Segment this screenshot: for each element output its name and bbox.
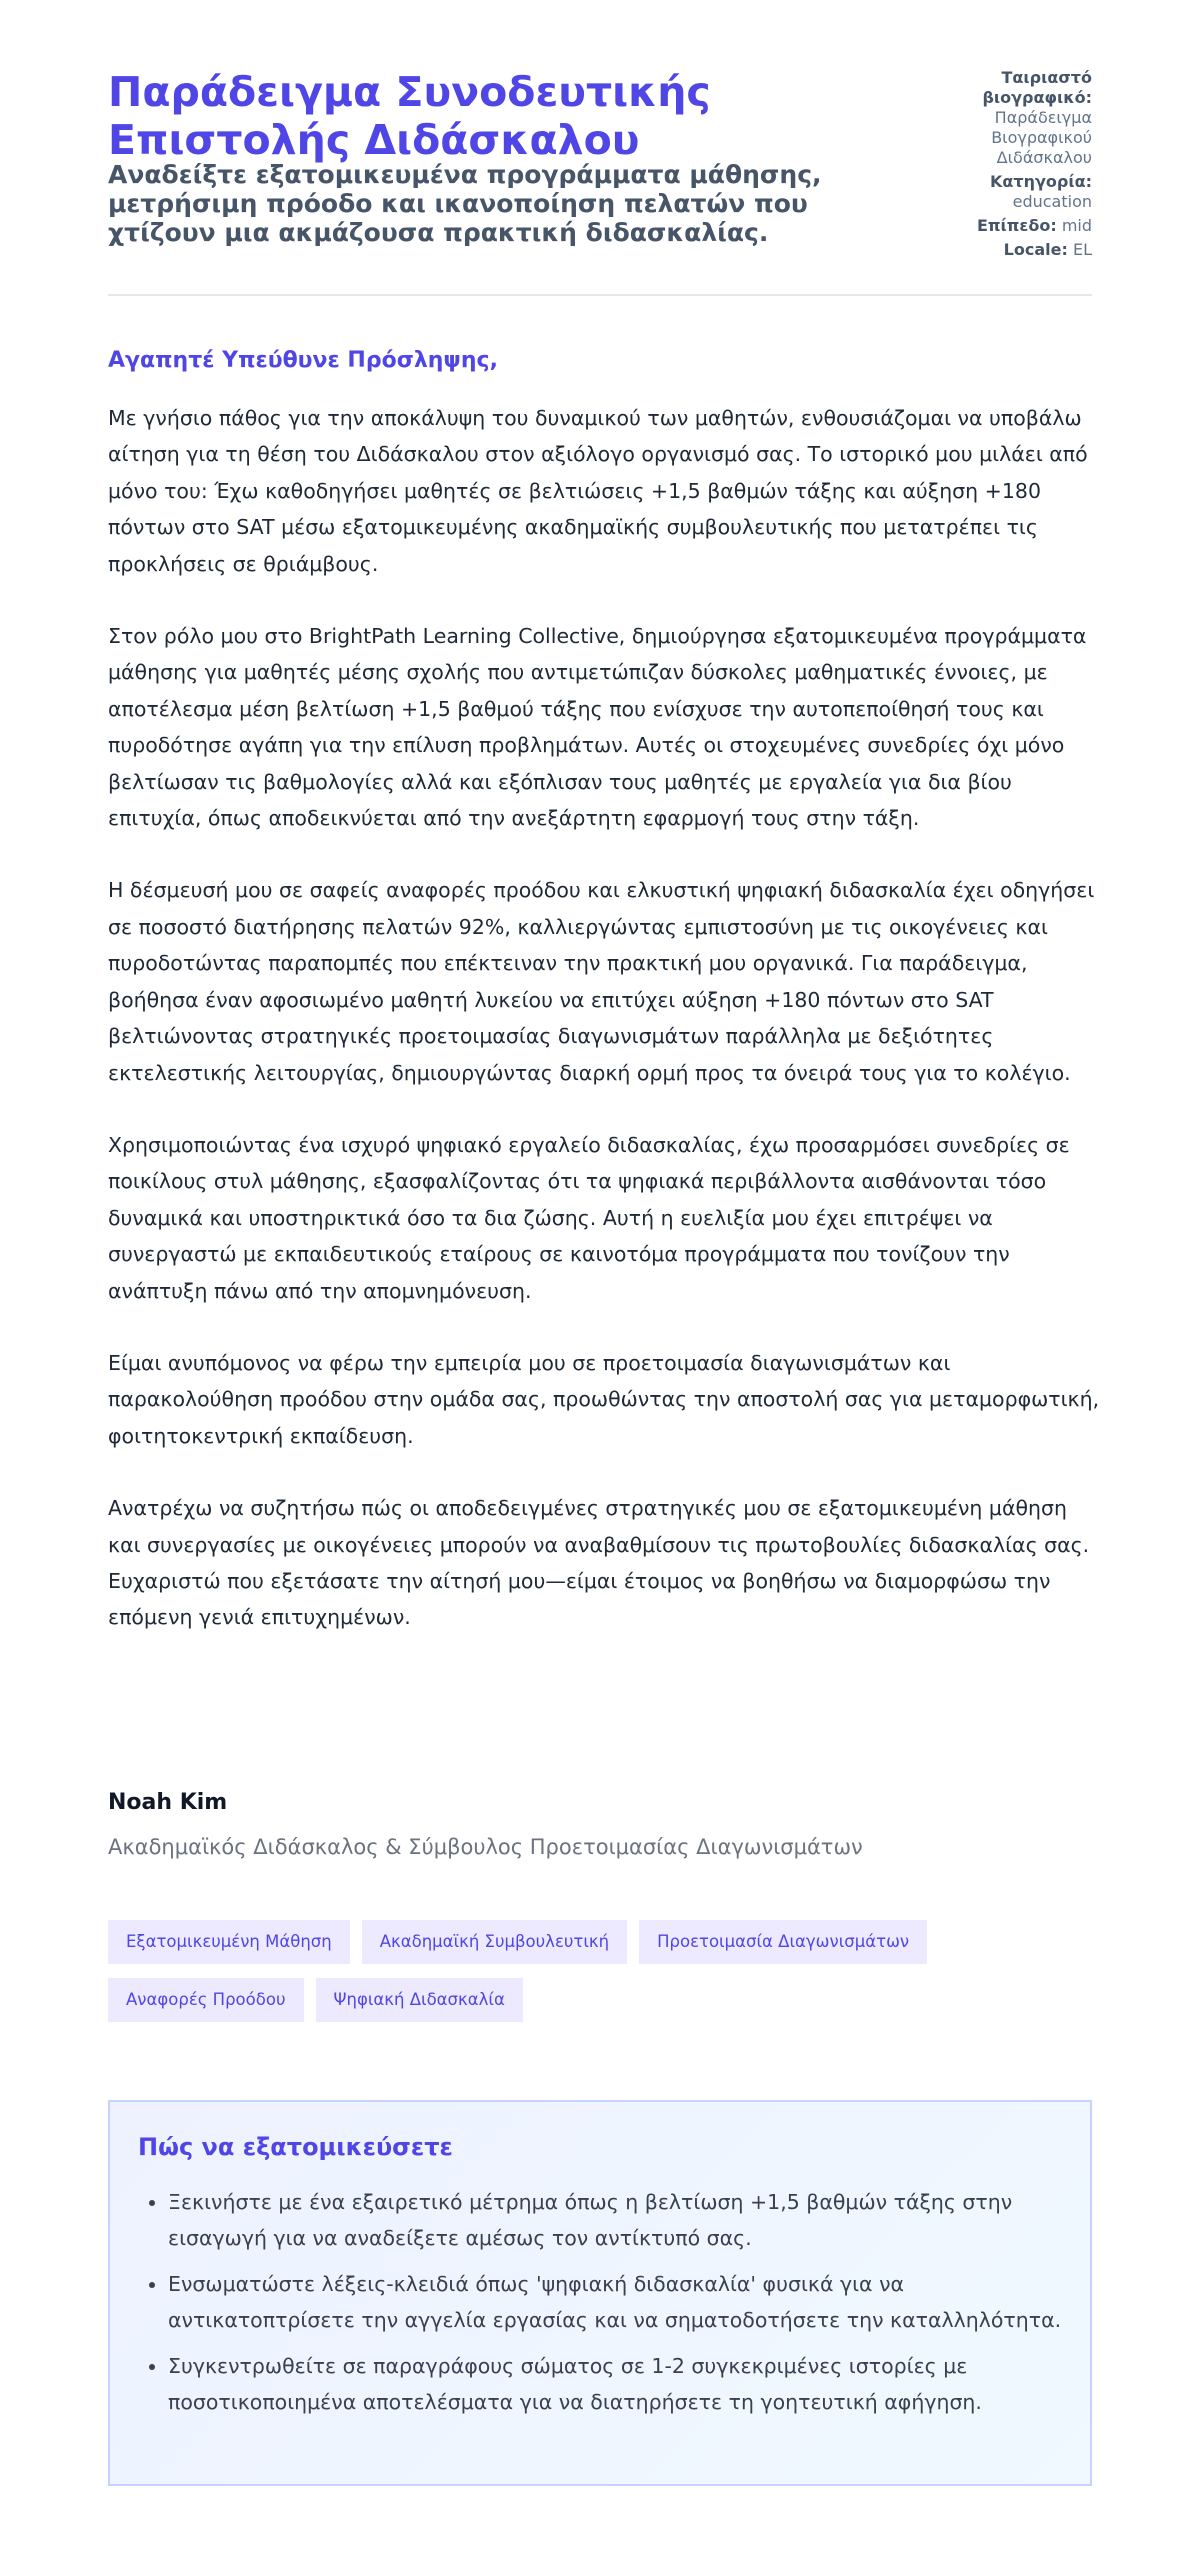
letter-body <box>108 400 1104 1672</box>
skill-tag: Αναφορές Προόδου <box>108 1978 304 2022</box>
meta-label: Επίπεδο: <box>976 216 1057 235</box>
meta-label: Locale: <box>1003 240 1068 259</box>
meta-value: Παράδειγμα Βιογραφικού Διδάσκαλου <box>991 108 1092 167</box>
page-title: Παράδειγμα Συνοδευτικής Επιστολής Διδάσκαλου <box>108 68 711 164</box>
letter-paragraph: Είμαι ανυπόμονος να φέρω την εμπειρία μου σε προετοιμασία διαγωνισμάτων και παρακολούθηση προόδου στην ομάδα σας, προωθώντας την αποστολή σας για μεταμορφωτική, φοιτητοκεντρική εκπαίδευση. <box>108 1350 1100 1448</box>
meta-matching-resume <box>942 68 1092 168</box>
meta-value: EL <box>1072 240 1092 259</box>
skill-tags <box>108 1920 1008 2022</box>
letter-paragraph: Χρησιμοποιώντας ένα ισχυρό ψηφιακό εργαλείο διδασκαλίας, έχω προσαρμόσει συνεδρίες σε ποικίλους στυλ μάθησης, εξασφαλίζοντας ότι τα ψηφιακά περιβάλλοντα αισθάνονται τόσο δυναμικά και υποστηρικτικά όσο τα δια ζώσης. Αυτή η ευελιξία μου έχει επιτρέψει να συνεργαστώ με εκπαιδευτικούς εταίρους σε καινοτόμα προγράμματα που τονίζουν την ανάπτυξη πάνω από την απομνημόνευση. <box>108 1132 1070 1303</box>
tip-item: • Συγκεντρωθείτε σε παραγράφους σώματος σε 1-2 συγκεκριμένες ιστορίες με ποσοτικοποιημένα αποτελέσματα για να διατηρήσετε τη γοητευτική αφήγηση. <box>168 2348 1062 2420</box>
tips-list <box>138 2184 1062 2420</box>
skill-tag: Εξατομικευμένη Μάθηση <box>108 1920 350 1964</box>
skill-tag: Προετοιμασία Διαγωνισμάτων <box>639 1920 927 1964</box>
page-header <box>108 68 1092 296</box>
letter-paragraph: Ανατρέχω να συζητήσω πώς οι αποδεδειγμένες στρατηγικές μου σε εξατομικευμένη μάθηση και συνεργασίες με οικογένειες μπορούν να αναβαθμίσουν τις πρωτοβουλίες διδασκαλίας σας. Ευχαριστώ που εξετάσατε την αίτησή μου—είμαι έτοιμος να βοηθήσω να διαμορφώσω την επόμενη γενιά επιτυχημένων. <box>108 1496 1090 1630</box>
meta-locale <box>942 240 1092 260</box>
tips-title: Πώς να εξατομικεύσετε <box>138 2133 453 2161</box>
letter-paragraph: Με γνήσιο πάθος για την αποκάλυψη του δυναμικού των μαθητών, ενθουσιάζομαι να υποβάλω αίτηση για τη θέση του Διδάσκαλου στον αξιόλογο οργανισμό σας. Το ιστορικό μου μιλάει από μόνο του: Έχω καθοδηγήσει μαθητές σε βελτιώσεις +1,5 βαθμών τάξης και αύξηση +180 πόντων στο SAT μέσω εξατομικευμένης ακαδημαϊκής συμβουλευτικής που μετατρέπει τις προκλήσεις σε θριάμβους. <box>108 406 1088 576</box>
skill-tag: Ψηφιακή Διδασκαλία <box>316 1978 523 2022</box>
skill-tag: Ακαδημαϊκή Συμβουλευτική <box>362 1920 627 1964</box>
meta-value: mid <box>1061 216 1092 235</box>
meta-label: Ταιριαστό βιογραφικό: <box>982 68 1092 107</box>
letter-paragraph: Στον ρόλο μου στο BrightPath Learning Collective, δημιούργησα εξατομικευμένα προγράμματα μάθησης για μαθητές μέσης σχολής που αντιμετώπιζαν δύσκολες μαθηματικές έννοιες, με αποτέλεσμα μέση βελτίωση +1,5 βαθμού τάξης που ενίσχυσε την αυτοπεποίθησή τους και πυροδότησε αγάπη για την επίλυση προβλημάτων. Αυτές οι στοχευμένες συνεδρίες όχι μόνο βελτίωσαν τις βαθμολογίες αλλά και εξόπλισαν τους μαθητές με εργαλεία για δια βίου επιτυχία, όπως αποδεικνύεται από την ανεξάρτητη εφαρμογή τους στην τάξη. <box>108 624 1087 831</box>
meta-panel <box>942 68 1092 264</box>
personalization-tips <box>108 2100 1092 2486</box>
tip-item: • Ενσωματώστε λέξεις-κλειδιά όπως 'ψηφιακή διδασκαλία' φυσικά για να αντικατοπτρίσετε την αγγελία εργασίας και να σηματοδοτήσετε την καταλληλότητα. <box>168 2266 1062 2338</box>
signature-name: Noah Kim <box>108 1790 228 1815</box>
tip-item: • Ξεκινήστε με ένα εξαιρετικό μέτρημα όπως η βελτίωση +1,5 βαθμών τάξης στην εισαγωγή για να αναδείξετε αμέσως τον αντίκτυπό σας. <box>168 2184 1062 2256</box>
page-subtitle: Αναδείξτε εξατομικευμένα προγράμματα μάθησης, μετρήσιμη πρόοδο και ικανοποίηση πελατών που χτίζουν μια ακμάζουσα πρακτική διδασκαλίας. <box>108 160 822 247</box>
letter-paragraph: Η δέσμευσή μου σε σαφείς αναφορές προόδου και ελκυστική ψηφιακή διδασκαλία έχει οδηγήσει σε ποσοστό διατήρησης πελατών 92%, καλλιεργώντας εμπιστοσύνη με τις οικογένειες και πυροδοτώντας παραπομπές που επέκτειναν την πρακτική μου οργανικά. Για παράδειγμα, βοήθησα έναν αφοσιωμένο μαθητή λυκείου να επιτύχει αύξηση +180 πόντων στο SAT βελτιώνοντας στρατηγικές προετοιμασίας διαγωνισμάτων παράλληλα με δεξιότητες εκτελεστικής λειτουργίας, δημιουργώντας διαρκή ορμή προς τα όνειρά τους για το κολέγιο. <box>108 878 1095 1085</box>
meta-category <box>942 172 1092 212</box>
meta-label: Κατηγορία: <box>990 172 1092 191</box>
meta-value: education <box>1012 192 1092 211</box>
letter-greeting: Αγαπητέ Υπεύθυνε Πρόσληψης, <box>108 348 498 373</box>
signature-title: Ακαδημαϊκός Διδάσκαλος & Σύμβουλος Προετοιμασίας Διαγωνισμάτων <box>108 1835 863 1859</box>
meta-level <box>942 216 1092 236</box>
